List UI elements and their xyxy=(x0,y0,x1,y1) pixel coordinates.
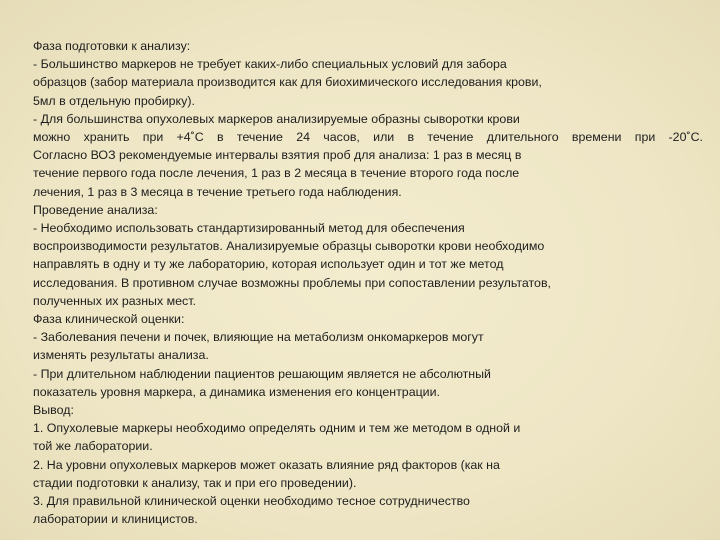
text-line: Фаза клинической оценки: xyxy=(33,312,185,327)
text-line: Вывод: xyxy=(33,403,74,418)
text-line: - Необходимо использовать стандартизированный метод для обеспечения xyxy=(33,221,465,236)
text-line: изменять результаты анализа. xyxy=(33,348,209,363)
text-line: той же лаборатории. xyxy=(33,439,153,454)
text-line: - Для большинства опухолевых маркеров анализируемые образны сыворотки крови xyxy=(33,111,520,126)
text-line: направлять в одну и ту же лабораторию, которая использует один и тот же метод xyxy=(33,257,504,272)
text-line: - При длительном наблюдении пациентов решающим является не абсолютный xyxy=(33,366,491,381)
text-line: можно хранить при +4˚С в течение 24 часов, или в течение длительного времени при -20˚С. xyxy=(33,130,703,145)
text-line: 3. Для правильной клинической оценки необходимо тесное сотрудничество xyxy=(33,494,470,509)
text-line: лаборатории и клиницистов. xyxy=(33,512,198,527)
text-line: Согласно ВОЗ рекомендуемые интервалы взятия проб для анализа: 1 раз в месяц в xyxy=(33,148,522,163)
text-line: показатель уровня маркера, а динамика изменения его концентрации. xyxy=(33,384,440,399)
text-line: 1. Опухолевые маркеры необходимо определять одним и тем же методом в одной и xyxy=(33,421,521,436)
slide-text-block xyxy=(33,37,703,528)
text-line: исследования. В противном случае возможны проблемы при сопоставлении результатов, xyxy=(33,275,551,290)
text-line: Фаза подготовки к анализу: xyxy=(33,39,191,53)
text-line: течение первого года после лечения, 1 раз в 2 месяца в течение второго года после xyxy=(33,166,520,181)
text-line: полученных их разных мест. xyxy=(33,293,196,308)
text-line: Проведение анализа: xyxy=(33,202,158,217)
text-line: лечения, 1 раз в 3 месяца в течение третьего года наблюдения. xyxy=(33,184,402,199)
text-line: 5мл в отдельную пробирку). xyxy=(33,93,195,108)
text-line: воспроизводимости результатов. Анализируемые образцы сыворотки крови необходимо xyxy=(33,239,545,254)
text-line: стадии подготовки к анализу, так и при его проведении). xyxy=(33,475,357,490)
text-line: образцов (забор материала производится как для биохимического исследования крови, xyxy=(33,75,542,90)
text-line: 2. На уровни опухолевых маркеров может оказать влияние ряд факторов (как на xyxy=(33,457,500,472)
text-line: - Большинство маркеров не требует каких-либо специальных условий для забора xyxy=(33,57,507,72)
text-line: - Заболевания печени и почек, влияющие на метаболизм онкомаркеров могут xyxy=(33,330,484,345)
